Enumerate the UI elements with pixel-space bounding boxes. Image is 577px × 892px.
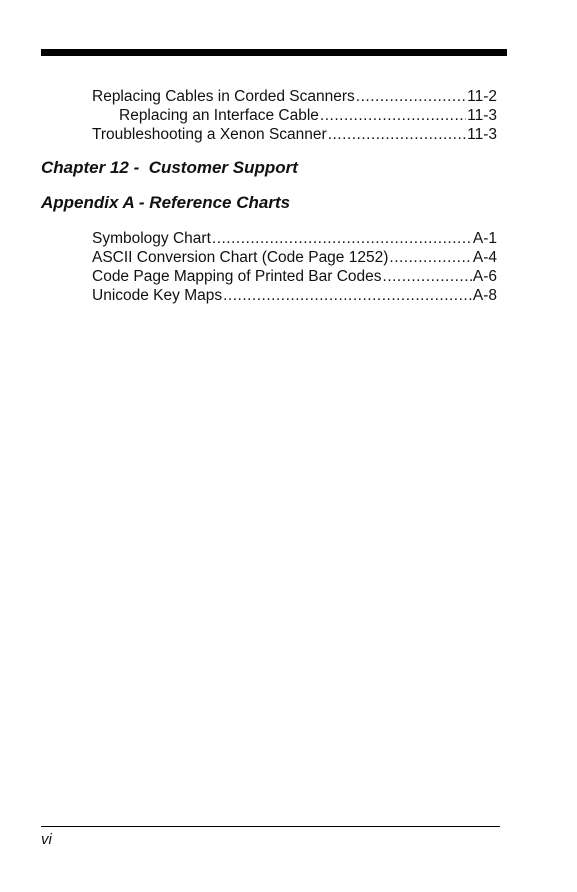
toc-dot-leader [212, 229, 472, 248]
toc-entry-page: 11-3 [467, 107, 497, 124]
toc-entry-title: Replacing Cables in Corded Scanners [92, 88, 355, 105]
toc-entry[interactable] [92, 229, 497, 248]
toc-entry-page: 11-3 [467, 126, 497, 143]
toc-entry-page: A-1 [472, 230, 497, 247]
toc-entry-title: Troubleshooting a Xenon Scanner [92, 126, 327, 143]
toc-entry-title: Unicode Key Maps [92, 287, 223, 304]
toc-dot-leader [356, 87, 466, 106]
toc-entry[interactable] [92, 106, 497, 125]
page-number: vi [41, 831, 52, 848]
toc-entry[interactable] [92, 267, 497, 286]
toc-entry-page: A-8 [472, 287, 497, 304]
toc-dot-leader [383, 267, 472, 286]
toc-section-appendix-a [92, 229, 497, 305]
toc-dot-leader [320, 106, 466, 125]
appendix-a-heading[interactable]: Appendix A - Reference Charts [41, 193, 291, 212]
chapter-12-heading[interactable]: Chapter 12 - Customer Support [41, 158, 298, 177]
toc-entry-title: ASCII Conversion Chart (Code Page 1252) [92, 249, 389, 266]
toc-entry[interactable] [92, 125, 497, 144]
toc-entry-page: 11-2 [467, 88, 497, 105]
toc-dot-leader [389, 248, 471, 267]
toc-dot-leader [328, 125, 466, 144]
toc-entry-title: Code Page Mapping of Printed Bar Codes [92, 268, 382, 285]
toc-entry-title: Replacing an Interface Cable [119, 107, 319, 124]
toc-entry-title: Symbology Chart [92, 230, 211, 247]
toc-entry-page: A-6 [472, 268, 497, 285]
toc-entry[interactable] [92, 87, 497, 106]
footer-rule [41, 826, 500, 827]
header-rule [41, 49, 507, 56]
toc-entry[interactable] [92, 248, 497, 267]
toc-entry[interactable] [92, 286, 497, 305]
toc-section-chapter-11 [92, 87, 497, 144]
toc-entry-page: A-4 [472, 249, 497, 266]
toc-dot-leader [223, 286, 472, 305]
